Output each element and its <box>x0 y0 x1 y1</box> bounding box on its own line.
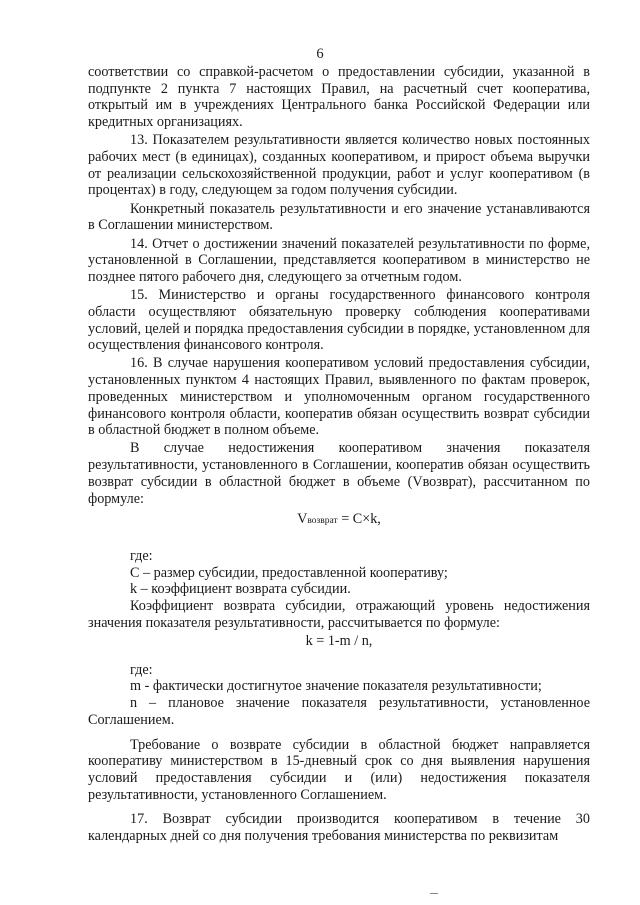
formula-coefficient: k = 1-m / n, <box>305 633 373 649</box>
formula-refund-v: V <box>297 511 308 528</box>
where-label-2: где: <box>130 661 153 678</box>
formula-refund-subscript: возврат <box>307 516 338 527</box>
formula-refund <box>88 511 590 530</box>
document-body <box>88 64 590 846</box>
paragraph-13: 13. Показателем результативности является количество новых постоянных рабочих мест (в единицах), созданных кооперативом, и прирост объема выручки от реализации сельскохозяйственной продукции, работ и услуг кооперативом (в процентах) в году, следующем за годом получения субсидии. <box>88 132 590 199</box>
footer-mark <box>430 893 438 894</box>
definition-c: С – размер субсидии, предоставленной кооперативу; <box>130 564 448 581</box>
paragraph-16: 16. В случае нарушения кооперативом условий предоставления субсидии, установленных пунктом 4 настоящих Правил, выявленного по фактам проверок, проведенных министерством и уполномоченным органом государственного финансового контроля области, кооператив обязан осуществить возврат субсидии в областной бюджет в полном объеме. <box>88 355 590 439</box>
paragraph-17: 17. Возврат субсидии производится кооперативом в течение 30 календарных дней со дня получения требования министерства по реквизитам <box>88 811 590 845</box>
paragraph-coefficient: Коэффициент возврата субсидии, отражающий уровень недостижения значения показателя результативности, рассчитывается по формуле: <box>88 598 590 631</box>
formula-refund-rest: = C×k, <box>337 511 381 528</box>
paragraph-14: 14. Отчет о достижении значений показателей результативности по форме, установленной в Соглашении, представляется кооперативом в министерство не позднее пятого рабочего дня, следующего за отчетным годом. <box>88 235 590 285</box>
definition-k: k – коэффициент возврата субсидии. <box>130 581 351 598</box>
paragraph-15: 15. Министерство и органы государственного финансового контроля области осуществляют обязательную проверку соблюдения кооперативами условий, целей и порядка предоставления субсидии в порядке, установленном для осуществления финансового контроля. <box>88 287 590 354</box>
definition-n: n – плановое значение показателя результативности, установленное Соглашением. <box>88 695 590 728</box>
paragraph-16-shortfall: В случае недостижения кооперативом значения показателя результативности, установленного в Соглашении, кооператив обязан осуществить возврат субсидии в областной бюджет в объеме (Vвозврат), рассчитанном по формуле: <box>88 440 590 507</box>
paragraph-13-indicator: Конкретный показатель результативности и его значение устанавливаются в Соглашении министерством. <box>88 200 590 234</box>
where-label-1: где: <box>130 547 153 564</box>
paragraph-refund-demand: Требование о возврате субсидии в областной бюджет направляется кооперативу министерством в 15-дневный срок со дня выявления нарушения условий предоставления субсидии и (или) недостижения показателя результативности, установленного Соглашением. <box>88 736 590 803</box>
paragraph-continuation: соответствии со справкой-расчетом о предоставлении субсидии, указанной в подпункте 2 пункта 7 настоящих Правил, на расчетный счет кооператива, открытый им в учреждениях Центрального банка Российской Федерации или кредитных организациях. <box>88 64 590 131</box>
page-number: 6 <box>316 46 324 62</box>
definition-m: m - фактически достигнутое значение показателя результативности; <box>130 678 542 695</box>
